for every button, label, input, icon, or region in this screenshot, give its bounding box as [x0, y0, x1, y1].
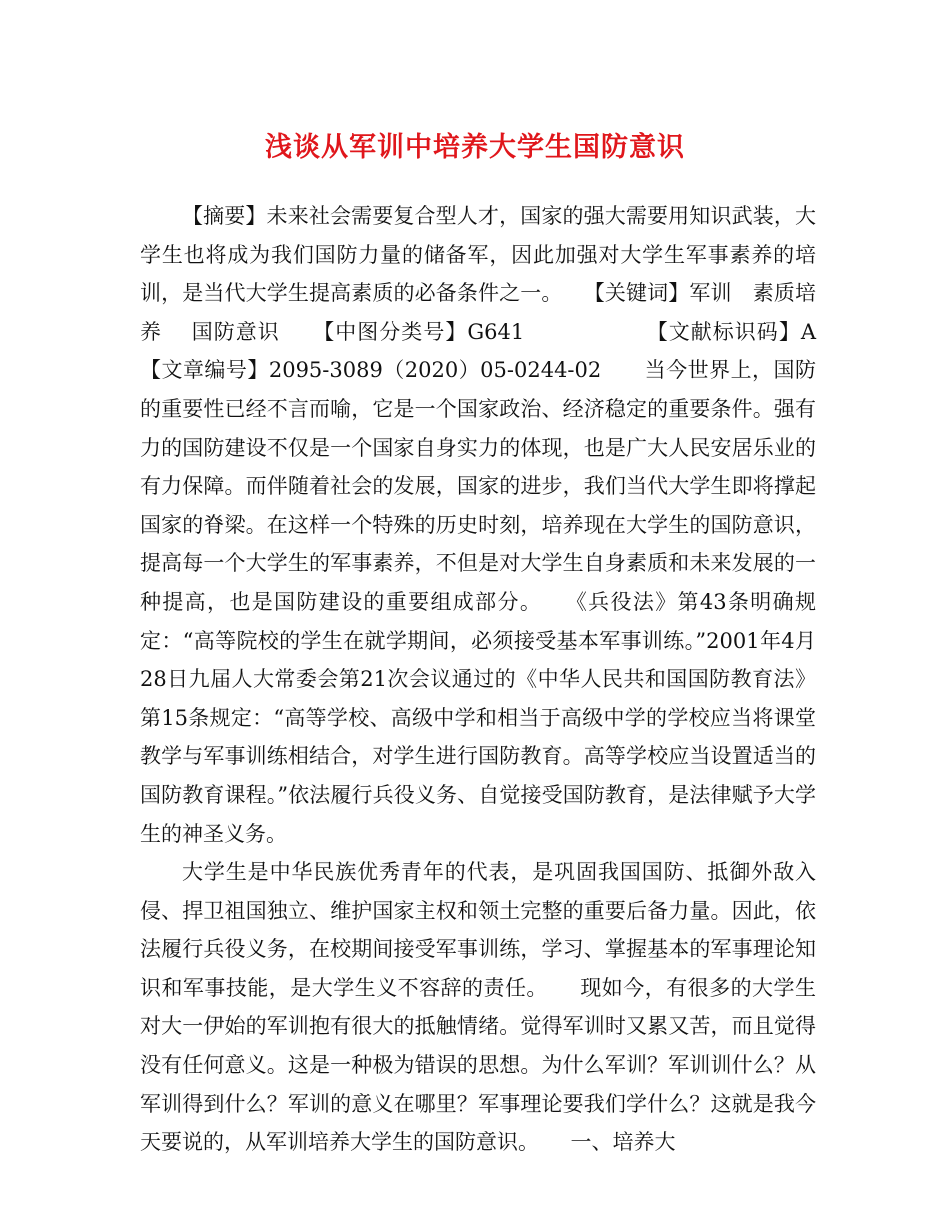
document-title: 浅谈从军训中培养大学生国防意识: [265, 132, 685, 163]
paragraph-1: 【摘要】未来社会需要复合型人才，国家的强大需要用知识武装，大学生也将成为我们国防力量的储备军，因此加强对大学生军事素养的培训，是当代大学生提高素质的必备条件之一。 【关键词】军训 素质培养 国防意识 【中图分类号】G641 【文献标识码】A 【文章编号】2095-3089（2020）05-0244-02 当今世界上，国防的重要性已经不言而喻，它是一个国家政治、经济稳定的重要条件。强有力的国防建设不仅是一个国家自身实力的体现，也是广大人民安居乐业的有力保障。而伴随着社会的发展，国家的进步，我们当代大学生即将撑起国家的脊梁。在这样一个特殊的历史时刻，培养现在大学生的国防意识，提高每一个大学生的军事素养，不但是对大学生自身素质和未来发展的一种提高，也是国防建设的重要组成部分。 《兵役法》第43条明确规定：“高等院校的学生在就学期间，必须接受基本军事训练。”2001年4月28日九届人大常委会第21次会议通过的《中华人民共和国国防教育法》第15条规定：“高等学校、高级中学和相当于高级中学的学校应当将课堂教学与军事训练相结合，对学生进行国防教育。高等学校应当设置适当的国防教育课程。”依法履行兵役义务、自觉接受国防教育，是法律赋予大学生的神圣义务。: [140, 204, 928, 846]
document-body: [140, 197, 928, 1162]
paragraph-2: 大学生是中华民族优秀青年的代表，是巩固我国国防、抵御外敌入侵、捍卫祖国独立、维护国家主权和领土完整的重要后备力量。因此，依法履行兵役义务，在校期间接受军事训练，学习、掌握基本的军事理论知识和军事技能，是大学生义不容辞的责任。 现如今，有很多的大学生对大一伊始的军训抱有很大的抵触情绪。觉得军训时又累又苦，而且觉得没有任何意义。这是一种极为错误的思想。为什么军训？军训训什么？从军训得到什么？军训的意义在哪里？军事理论要我们学什么？这就是我今天要说的，从军训培养大学生的国防意识。 一、培养大: [140, 860, 816, 1155]
